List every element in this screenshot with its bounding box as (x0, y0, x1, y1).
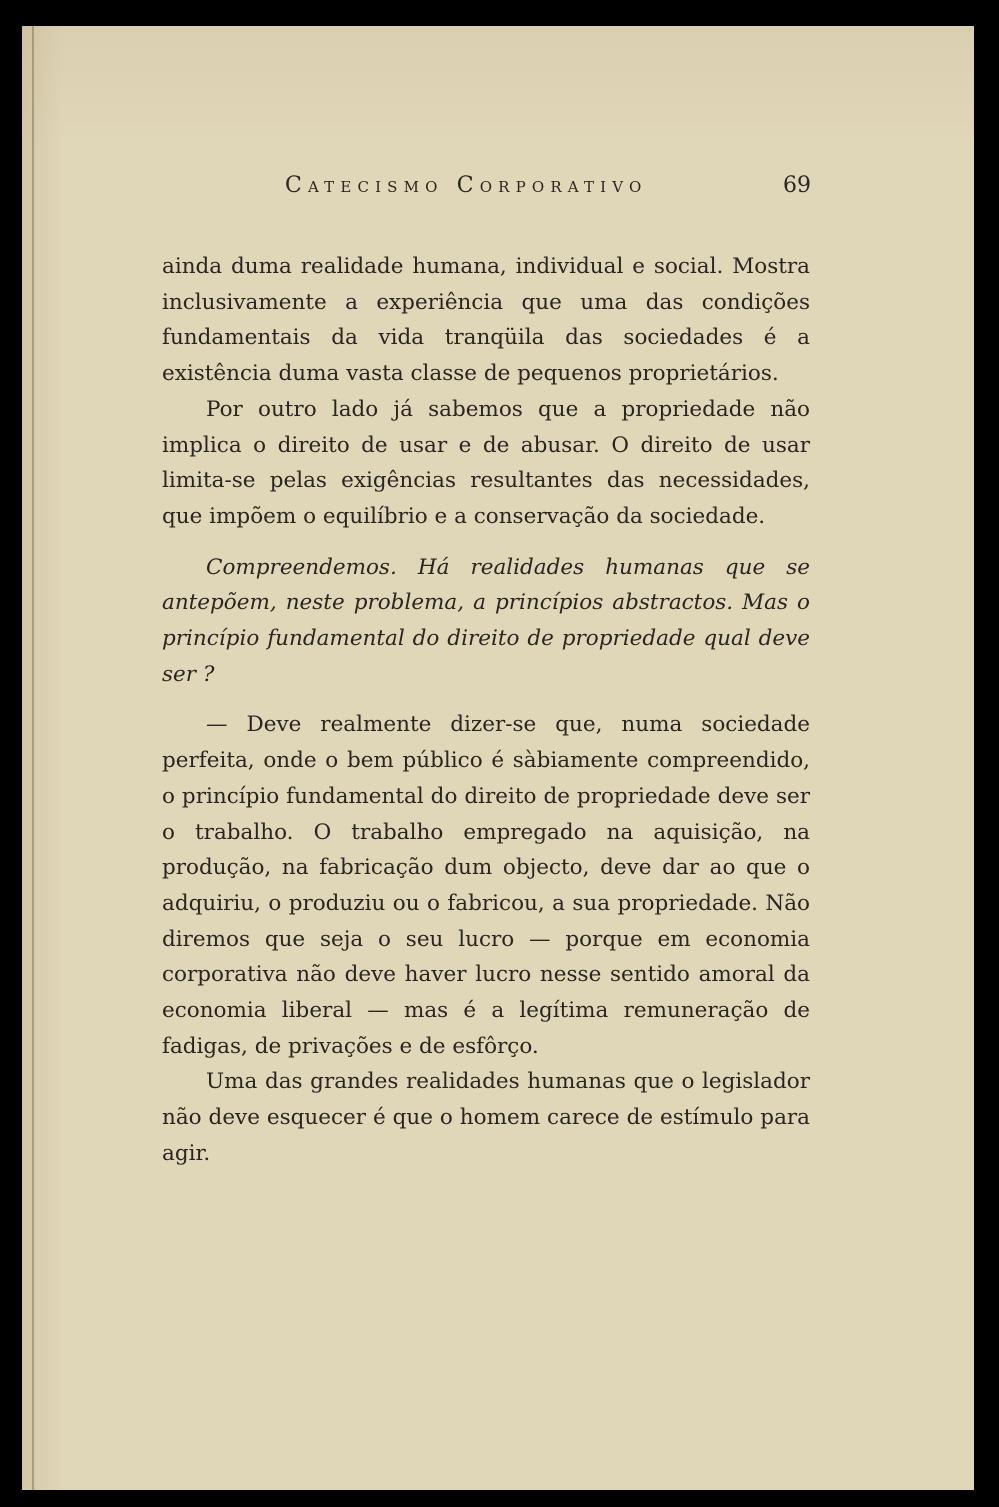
body-text (162, 249, 810, 1172)
answer-paragraph: — Deve realmente dizer-se que, numa sociedade perfeita, onde o bem público é sàbiamente compreendido, o princípio fundamental do direito de propriedade deve ser o trabalho. O trabalho empregado na aquisição, na produção, na fabricação dum objecto, deve dar ao que o adquiriu, o produziu ou o fabricou, a sua propriedade. Não diremos que seja o seu lucro — porque em economia corporativa não deve haver lucro nesse sentido amoral da economia liberal — mas é a legítima remuneração de fadigas, de privações e de esfôrço. (162, 712, 810, 1059)
paragraph-continuation: ainda duma realidade humana, individual e social. Mostra inclusivamente a experiência que uma das condições fundamentais da vida tranqüila das sociedades é a existência duma vasta classe de pequenos proprietários. (162, 254, 810, 387)
paragraph: Por outro lado já sabemos que a propriedade não implica o direito de usar e de abusar. O direito de usar limita-se pelas exigências resultantes das necessidades, que impõem o equilíbrio e a conservação da sociedade. (162, 396, 810, 529)
page-number: 69 (783, 173, 811, 198)
interviewer-question: Compreendemos. Há realidades humanas que se antepõem, neste problema, a princípios abstractos. Mas o princípio fundamental do direito de propriedade qual deve ser ? (162, 554, 810, 687)
running-title: Catecismo Corporativo (285, 173, 648, 198)
book-page (22, 26, 974, 1490)
paragraph: Uma das grandes realidades humanas que o legislador não deve esquecer é que o homem carece de estímulo para agir. (162, 1069, 810, 1166)
gutter-shadow (32, 26, 34, 1490)
